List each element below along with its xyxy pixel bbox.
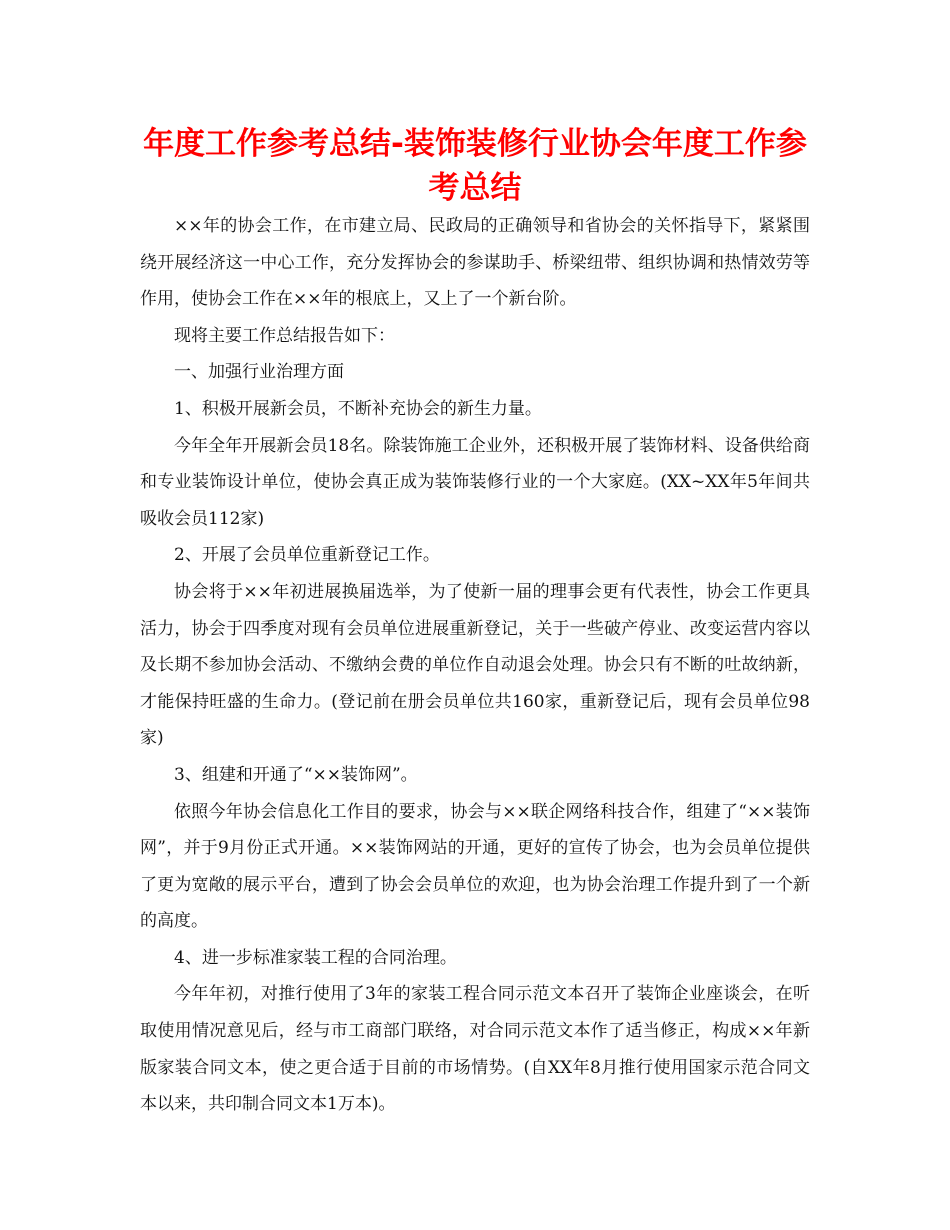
item-body-3: 依照今年协会信息化工作目的要求，协会与××联企网络科技合作，组建了“××装饰网”，并于9月份正式开通。××装饰网站的开通，更好的宣传了协会，也为会员单位提供了更为宽敞的展示平台，遭到了协会会员单位的欢迎，也为协会治理工作提升到了一个新的高度。 bbox=[140, 801, 810, 932]
item-body-1: 今年全年开展新会员18名。除装饰施工企业外，还积极开展了装饰材料、设备供给商和专业装饰设计单位，使协会真正成为装饰装修行业的一个大家庭。(XX~XX年5年间共吸收会员112家) bbox=[140, 435, 810, 529]
document-title: 年度工作参考总结-装饰装修行业协会年度工作参考总结 bbox=[143, 126, 807, 206]
paragraph-report-lead: 现将主要工作总结报告如下： bbox=[174, 325, 395, 346]
item-heading-4: 4、进一步标准家装工程的合同治理。 bbox=[174, 947, 457, 968]
item-body-2: 协会将于××年初进展换届选举，为了使新一届的理事会更有代表性，协会工作更具活力，协会于四季度对现有会员单位进展重新登记，关于一些破产停业、改变运营内容以及长期不参加协会活动、不缴纳会费的单位作自动退会处理。协会只有不断的吐故纳新，才能保持旺盛的生命力。(登记前在册会员单位共160家，重新登记后，现有会员单位98家) bbox=[140, 581, 810, 749]
item-heading-2: 2、开展了会员单位重新登记工作。 bbox=[174, 545, 440, 566]
item-heading-1: 1、积极开展新会员，不断补充协会的新生力量。 bbox=[174, 398, 542, 419]
item-heading-3: 3、组建和开通了“××装饰网”。 bbox=[174, 764, 418, 785]
document-body bbox=[140, 208, 810, 1123]
paragraph-intro: ××年的协会工作，在市建立局、民政局的正确领导和省协会的关怀指导下，紧紧围绕开展经济这一中心工作，充分发挥协会的参谋助手、桥梁纽带、组织协调和热情效劳等作用，使协会工作在××年的根底上，又上了一个新台阶。 bbox=[140, 216, 810, 310]
section-heading-1: 一、加强行业治理方面 bbox=[174, 362, 344, 383]
item-body-4: 今年年初，对推行使用了3年的家装工程合同示范文本召开了装饰企业座谈会，在听取使用情况意见后，经与市工商部门联络，对合同示范文本作了适当修正，构成××年新版家装合同文本，使之更合适于目前的市场情势。(自XX年8月推行使用国家示范合同文本以来，共印制合同文本1万本)。 bbox=[140, 984, 810, 1115]
